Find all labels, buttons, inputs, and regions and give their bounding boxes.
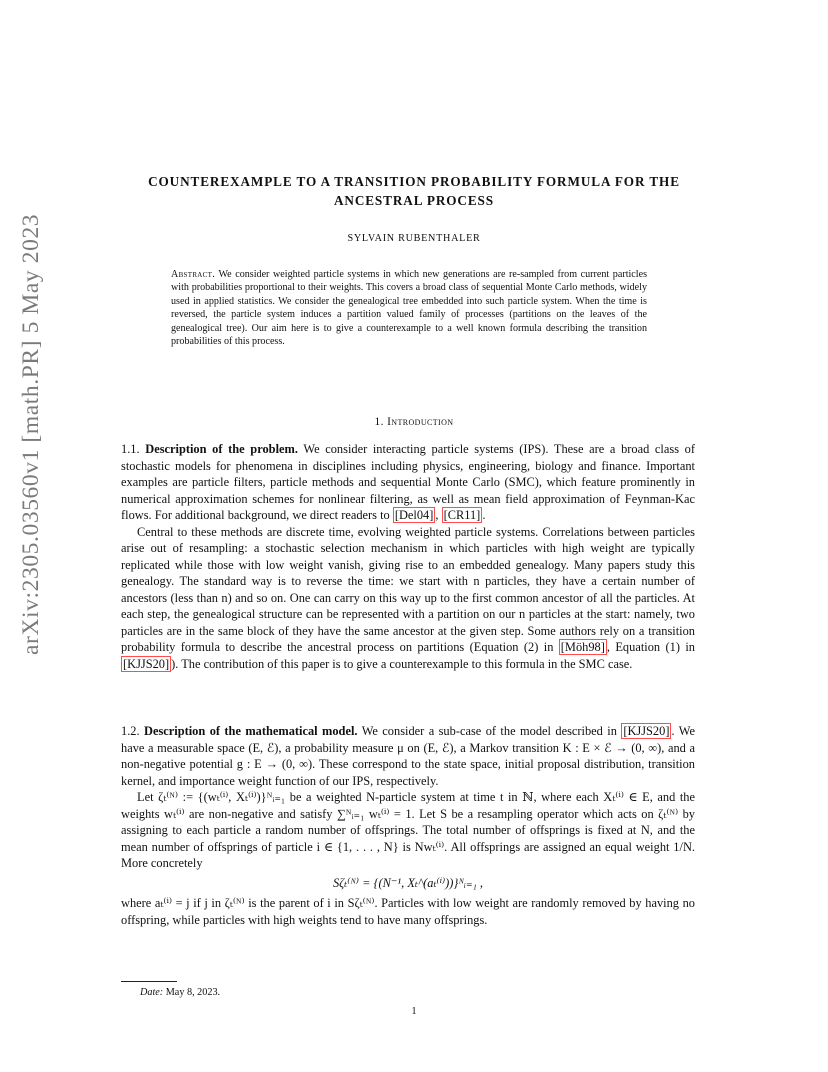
abstract-label: Abstract. [171,269,216,280]
display-equation: Sζₜ⁽ᴺ⁾ = {(N⁻¹, Xₜ^(aₜ⁽ⁱ⁾))}ᴺᵢ₌₁ , [332,875,484,890]
footnote-date: May 8, 2023. [165,987,221,998]
footnote [140,987,220,998]
subsection-number: 1.2. [121,724,140,738]
paragraph-text: Let ζₜ⁽ᴺ⁾ := {(wₜ⁽ⁱ⁾, Xₜ⁽ⁱ⁾)}ᴺᵢ₌₁ be a weighted N-particle system at time t in ℕ, where each Xₜ⁽ⁱ⁾ ∈ E, and the weights wₜ⁽ⁱ⁾ are non-negative and satisfy ∑ᴺᵢ₌₁ wₜ⁽ⁱ⁾ = 1. Let S be a resampling operator which acts on ζₜ⁽ᴺ⁾ by assigning to each particle a random number of offsprings. The total number of offsprings is fixed at N, and the mean number of offsprings of particle i ∈ {1, . . . , N} is Nwₜ⁽ⁱ⁾. All offsprings are assigned an equal weight 1/N. More concretely [121,790,695,870]
paragraph-text: . We have a measurable space (E, ℰ), a probability measure μ on (E, ℰ), a Markov transition K : E × ℰ → (0, ∞), and a non-negative potential g : E → (0, ∞). These correspond to the state space, initial proposal distribution, transition kernel, and importance weight function of our IPS, respectively. [121,724,695,788]
paragraph-text: . [482,508,486,522]
footnote-label: Date: [140,987,164,998]
abstract [171,268,647,349]
arxiv-identifier-stamp: arXiv:2305.03560v1 [math.PR] 5 May 2023 [18,213,44,655]
abstract-text: We consider weighted particle systems in which new generations are re-sampled from current particles with probabilities proportional to their weights. This covers a broad class of sequential Monte Carlo methods, widely used in applied statistics. We consider the genealogical tree embedded into such particle system. When the time is reversed, the particle system induces a partition valued family of processes (partitions on the leaves of the genealogical tree). Our aim here is to give a counterexample to a well known formula describing the transition probabilities of this process. [171,269,648,348]
paragraph-text: ). The contribution of this paper is to give a counterexample to this formula in the SMC case. [171,656,633,671]
paragraph-text: We consider a sub-case of the model described in [361,724,617,738]
citation-link[interactable]: [CR11] [443,508,481,522]
citation-link[interactable]: [KJJS20] [123,656,170,671]
subsection-problem: 1.1. Description of the problem. We consider interacting particle systems (IPS). These are a broad class of stochastic models for phenomena in disciplines including physics, engineering, biology and finance. Important examples are particle filters, particle methods and sequential Monte Carlo (SMC), which feature prominently in numerical approximation schemes for nonlinear filtering, as well as mean field approximation of Feynman-Kac flows. For additional background, we direct readers to [Del04] , [CR11] . Central to these methods are discrete time, evolving weighted particle systems. Correlations between particles arise out of resampling: a stochastic selection mechanism in which particles with high weight are typically replicated while those with low weight vanish, giving rise to an embedded genealogy. Many papers study this genealogy. The standard way is to reverse the time: we start with n particles, they have a certain number of ancestors (less than n) and so on. One can carry on this way up to the first common ancestor of all the particles. At each step, the genealogical structure can be represented with a partition on our n particles at the start: namely, two particles are in the same block of they have the same ancestor at the given step. Some authors rely on a transition probability formula to describe the ancestral process on partitions (Equation (2) in [Möh98] , Equation (1) in [KJJS20] ). The contribution of this paper is to give a counterexample to this formula in the SMC case. [121,442,695,671]
footnote-rule [121,981,177,982]
paragraph-text: , Equation (1) in [606,640,695,654]
paragraph-text: where aₜ⁽ⁱ⁾ = j if j in ζₜ⁽ᴺ⁾ is the parent of i in Sζₜ⁽ᴺ⁾. Particles with low weight are randomly removed by having no offspring, while particles with high weights tend to have many offsprings. [121,896,695,927]
author-name: SYLVAIN RUBENTHALER [347,233,481,244]
paper-title: COUNTEREXAMPLE TO A TRANSITION PROBABILITY FORMULA FOR THE ANCESTRAL PROCESS [148,174,680,208]
citation-link[interactable]: [Möh98] [560,640,605,654]
subsection-model [121,723,695,928]
citation-link[interactable]: [KJJS20] [623,724,670,738]
paragraph-text: We consider interacting particle systems (IPS). These are a broad class of stochastic models for phenomena in disciplines including physics, engineering, biology and finance. Important examples are particle filters, particle methods and sequential Monte Carlo (SMC), which feature prominently in numerical approximation schemes for nonlinear filtering, as well as mean field approximation of Feynman-Kac flows. For additional background, we direct readers to [121,442,695,522]
citation-link[interactable]: [Del04] [394,508,434,522]
paragraph-text: Central to these methods are discrete time, evolving weighted particle systems. Correlations between particles arise out of resampling: a stochastic selection mechanism in which particles with high weight are typically replicated while those with low weight vanish, giving rise to an embedded genealogy. Many papers study this genealogy. The standard way is to reverse the time: we start with n particles, they have a certain number of ancestors (less than n) and so on. One can carry on this way up to the first common ancestor of all the particles. At each step, the genealogical structure can be represented with a partition on our n particles at the start: namely, two particles are in the same block of they have the same ancestor at the given step. Some authors rely on a transition probability formula to describe the ancestral process on partitions (Equation (2) in [121,524,695,654]
page-number: 1 [411,1006,417,1017]
subsection-number: 1.1. [121,442,140,456]
subsection-heading: Description of the problem. [145,442,298,456]
subsection-heading: Description of the mathematical model. [144,724,358,738]
section-heading: 1. Introduction [374,416,454,428]
